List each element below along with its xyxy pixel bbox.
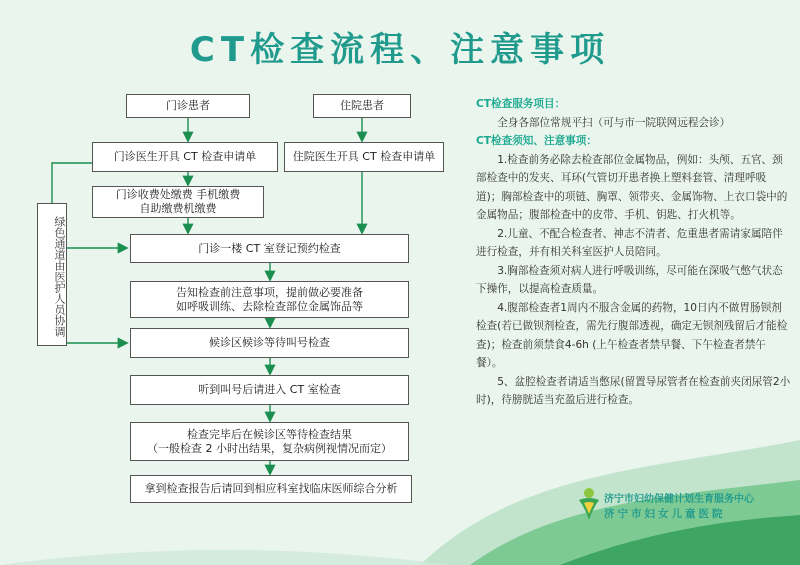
notice-box	[130, 281, 409, 318]
hospital-logo-icon	[575, 486, 603, 522]
outpatient-order-box	[92, 142, 278, 172]
note-1: 1.检查前务必除去检查部位金属物品，例如：头颅、五官、颈部检查中的发夹、耳环(气管切开患者换上塑料套管、清理呼吸道)；胸部检查中的项链、胸罩、领带夹、金属饰物、上衣口袋中的金属物品；腹部检查中的皮带、手机、钥匙、打火机等。	[476, 153, 788, 221]
note-4: 4.腹部检查者1周内不服含金属的药物，10日内不做胃肠钡剂检查(若已做钡剂检查，需先行腹部透视，确定无钡剂残留后才能检查)；检查前须禁食4-6h (上午检查者禁早餐、下午检查者禁午餐）。	[476, 301, 788, 369]
register-label: 门诊一楼 CT 室登记预约检查	[198, 241, 341, 255]
page-title: CT检查流程、注意事项	[189, 30, 611, 70]
report-label: 拿到检查报告后请回到相应科室找临床医师综合分析	[144, 482, 398, 496]
payment-line-1: 门诊收费处缴费 手机缴费	[115, 188, 241, 202]
note-2: 2.儿童、不配合检查者、神志不清者、危重患者需请家属陪伴进行检查，并有相关科室医护人员陪同。	[476, 227, 783, 258]
wait-label: 候诊区候诊等待叫号检查	[209, 336, 330, 350]
green-channel-box: 绿色通道由医护人员协调	[37, 203, 67, 346]
inpatient-order-box	[284, 142, 444, 172]
payment-box	[92, 186, 264, 218]
notice-line-1: 告知检查前注意事项，提前做必要准备	[176, 285, 363, 299]
outpatient-order-label: 门诊医生开具 CT 检查申请单	[113, 150, 257, 164]
report-box	[130, 475, 412, 503]
logo-line-1: 济宁市妇幼保健计划生育服务中心	[604, 494, 754, 505]
enter-label: 听到叫号后请进入 CT 室检查	[198, 383, 341, 397]
logo-line-2: 济宁市妇女儿童医院	[604, 508, 726, 520]
items-text: 全身各部位常规平扫（可与市一院联网远程会诊）	[497, 116, 731, 129]
inpatient-box	[313, 94, 411, 118]
items-title: CT检查服务项目：	[476, 98, 566, 110]
enter-box	[130, 375, 409, 405]
outpatient-label: 门诊患者	[166, 99, 210, 113]
result-line-2: （一般检查 2 小时出结果，复杂病例视情况而定）	[147, 441, 392, 455]
inpatient-order-label: 住院医生开具 CT 检查申请单	[292, 150, 436, 164]
payment-line-2: 自助缴费机缴费	[139, 202, 217, 215]
inpatient-label: 住院患者	[340, 99, 384, 113]
notes-title: CT检查须知、注意事项：	[476, 135, 597, 147]
wait-box	[130, 328, 409, 358]
note-3: 3.胸部检查须对病人进行呼吸训练，尽可能在深吸气憋气状态下操作，以提高检查质量。	[476, 264, 783, 295]
register-box	[130, 234, 409, 263]
notice-line-2: 如呼吸训练、去除检查部位金属饰品等	[176, 299, 363, 313]
outpatient-box	[126, 94, 250, 118]
note-5: 5、盆腔检查者请适当憋尿(留置导尿管者在检查前夹闭尿管2小时)，待膀胱适当充盈后进行检查。	[476, 375, 791, 406]
result-box	[130, 422, 409, 461]
result-line-1: 检查完毕后在候诊区等待检查结果	[187, 427, 352, 441]
info-panel	[476, 95, 791, 410]
